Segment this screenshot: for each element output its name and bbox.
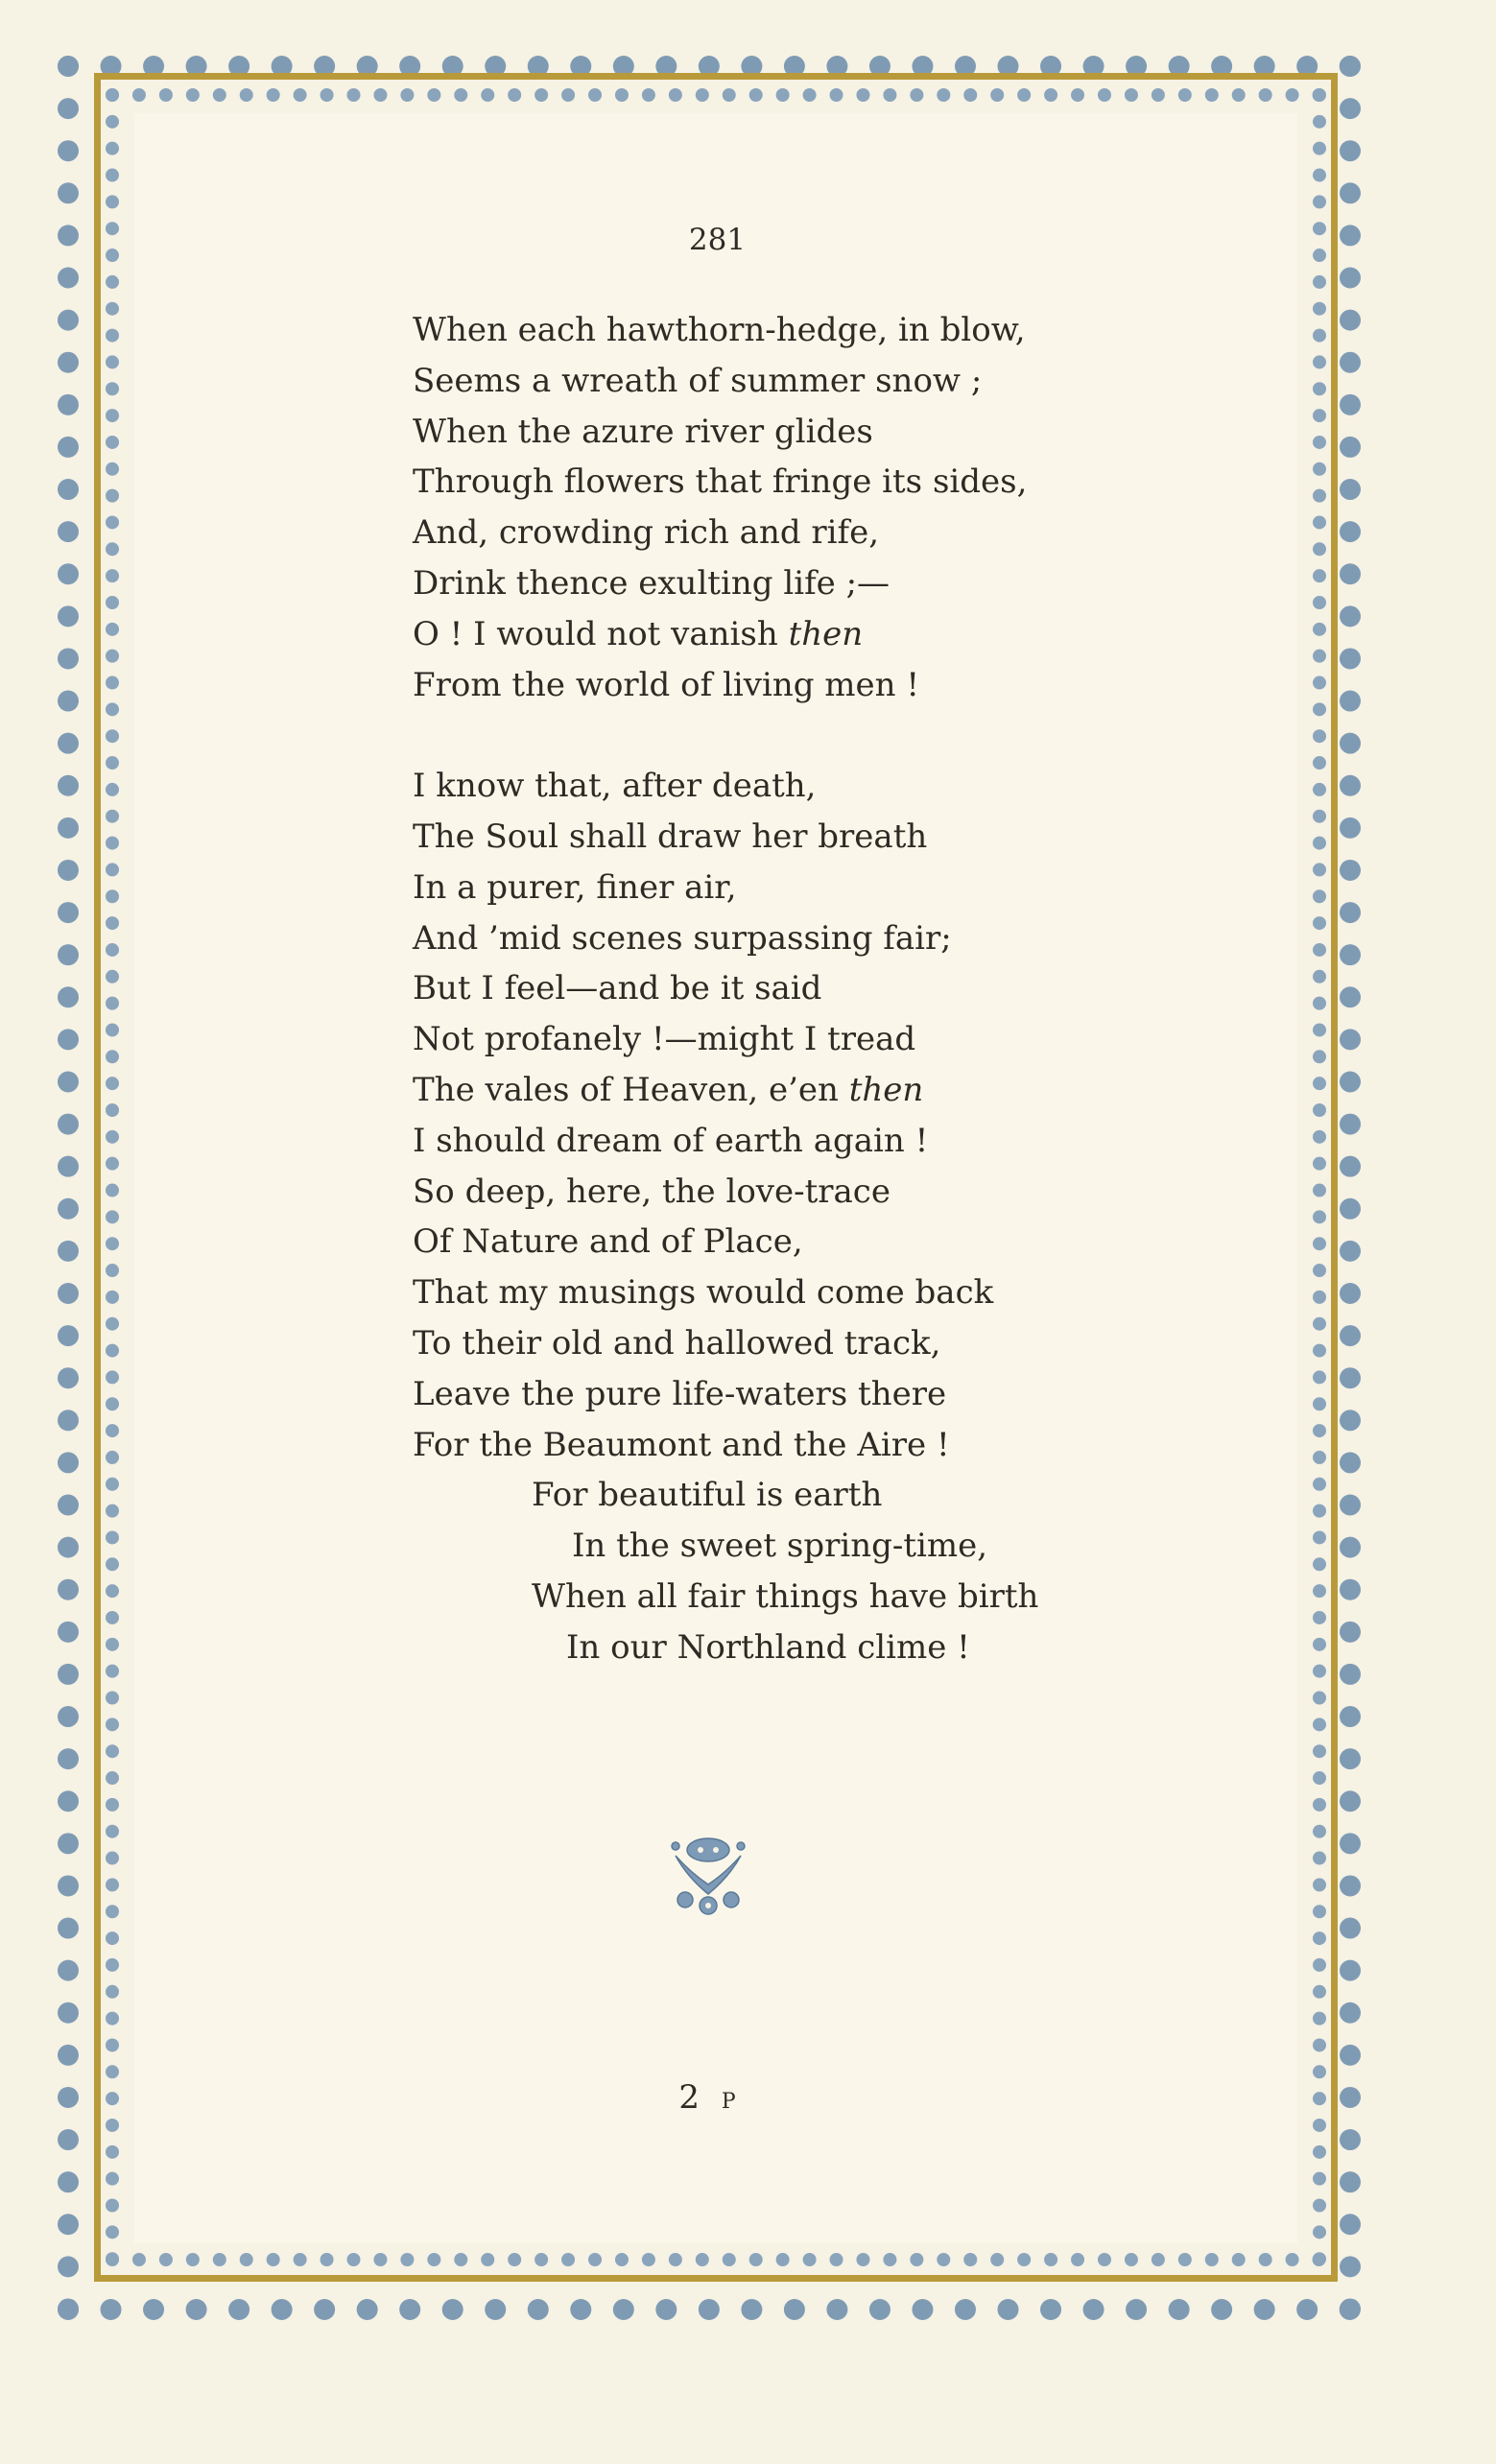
poem-line: From the world of living men !	[413, 665, 920, 704]
poem-line-emphasis: then	[788, 614, 864, 653]
refrain-line: In our Northland clime !	[566, 1627, 970, 1667]
signature-letter: P	[721, 2090, 742, 2114]
poem-line	[413, 609, 1142, 660]
poem-line: Leave the pure life-waters there	[413, 1374, 947, 1413]
poem-line: I should dream of earth again !	[413, 1121, 929, 1160]
refrain-line: In the sweet spring-time,	[572, 1527, 988, 1566]
poem-line: The Soul shall draw her breath	[413, 817, 928, 856]
poem-line: For the Beaumont and the Aire !	[413, 1425, 950, 1464]
poem-line: But I feel—and be it said	[413, 969, 822, 1008]
poem-line: So deep, here, the love-trace	[413, 1172, 890, 1211]
poem-line: To their old and hallowed track,	[413, 1323, 941, 1362]
page-number: 281	[688, 223, 747, 257]
poem-line: When the azure river glides	[413, 412, 873, 451]
poem-line	[413, 1065, 1142, 1116]
poem-line: Not profanely !—might I tread	[413, 1020, 916, 1059]
signature-mark	[0, 2078, 1420, 2117]
poem-line-text: O ! I would not vanish	[413, 614, 789, 653]
refrain-line: When all fair things have birth	[532, 1576, 1039, 1616]
poem-line-emphasis: then	[848, 1070, 924, 1109]
poem-line: When each hawthorn-hedge, in blow,	[413, 311, 1026, 349]
poem-line: I know that, after death,	[413, 767, 817, 806]
refrain-line: For beautiful is earth	[532, 1476, 883, 1515]
poem	[413, 305, 1142, 1673]
poem-line: That my musings would come back	[413, 1273, 994, 1313]
floral-tailpiece-icon	[662, 1827, 754, 1919]
poem-line: Through flowers that fringe its sides,	[413, 462, 1028, 502]
poem-line: Of Nature and of Place,	[413, 1222, 803, 1262]
poem-line: In a purer, finer air,	[413, 867, 737, 907]
poem-line: And ’mid scenes surpassing fair;	[413, 918, 952, 958]
signature-number: 2	[678, 2078, 705, 2117]
poem-line-text: The vales of Heaven, e’en	[413, 1070, 849, 1109]
poem-line: Seems a wreath of summer snow ;	[413, 361, 983, 400]
poem-line: Drink thence exulting life ;—	[413, 563, 890, 603]
poem-line: And, crowding rich and rife,	[413, 513, 880, 553]
